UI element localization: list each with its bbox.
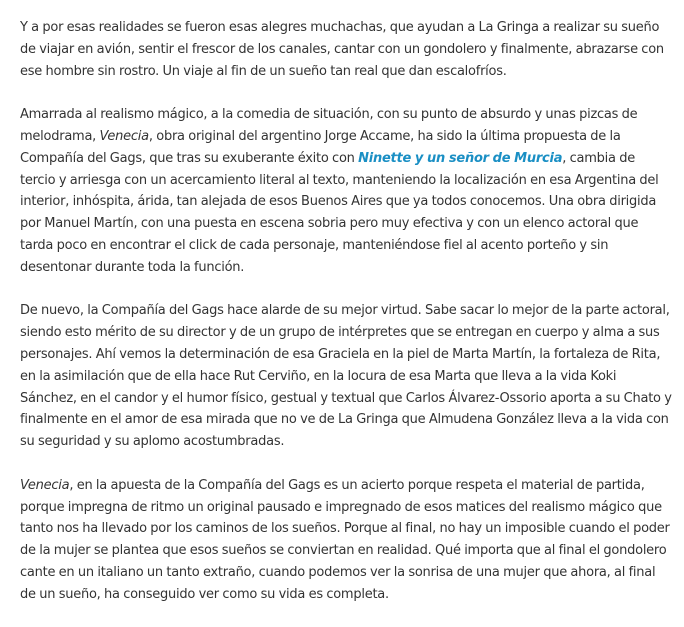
paragraph-3 (20, 300, 672, 453)
paragraph-3-text: De nuevo, la Compañía del Gags hace alarde de su mejor virtud. Sabe sacar lo mejor de la parte actoral, siendo esto mérito de su director y de un grupo de intérpretes que se entregan en cuerpo y alma a sus personajes. Ahí vemos la determinación de esa Graciela en la piel de Marta Martín, la fortaleza de Rita, en la asimilación que de ella hace Rut Cerviño, en la locura de esa Marta que lleva a la vida Koki Sánchez, en el candor y el humor físico, gestual y textual que Carlos Álvarez-Ossorio aporta a su Chato y finalmente en el amor de esa mirada que no ve de La Gringa que Almudena González lleva a la vida con su seguridad y su aplomo acostumbradas. (20, 303, 672, 450)
ninette-article-link[interactable]: Ninette y un señor de Murcia (358, 150, 563, 166)
paragraph-2-text-middle: , obra original del argentino Jorge Accame, ha sido la última propuesta de la Compañía del Gags, que tras su exuberante éxito con (20, 128, 621, 166)
paragraph-4 (20, 475, 672, 606)
paragraph-4-text: , en la apuesta de la Compañía del Gags es un acierto porque respeta el material de partida, porque impregna de ritmo un original pausado e impregnado de esos matices del realismo mágico que tanto nos ha llevado por los caminos de los sueños. Porque al final, no hay un imposible cuando el poder de la mujer se plantea que esos sueños se conviertan en realidad. Qué importa que al final el gondolero cante en un italiano un tanto extraño, cuando podemos ver la sonrisa de una mujer que ahora, al final de un sueño, ha conseguido ver como su vida es completa. (20, 477, 670, 602)
article-body (20, 17, 672, 627)
paragraph-2 (20, 104, 672, 278)
play-title-venecia-2: Venecia (20, 477, 70, 493)
paragraph-2-text-start: Amarrada al realismo mágico, a la comedia de situación, con su punto de absurdo y unas pizcas de melodrama, (20, 107, 638, 144)
paragraph-2-text-end: , cambia de tercio y arriesga con un acercamiento literal al texto, manteniendo la localización en esa Argentina del interior, inhóspita, árida, tan alejada de esos Buenos Aires que ya todos conocemos. Una obra dirigida por Manuel Martín, con una puesta en escena sobria pero muy efectiva y con un elenco actoral que tarda poco en encontrar el click de cada personaje, manteniéndose fiel al acento porteño y sin desentonar durante toda la función. (20, 150, 659, 275)
paragraph-1 (20, 17, 672, 82)
paragraph-1-text: Y a por esas realidades se fueron esas alegres muchachas, que ayudan a La Gringa a realizar su sueño de viajar en avión, sentir el frescor de los canales, cantar con un gondolero y finalmente, abrazarse con ese hombre sin rostro. Un viaje al fin de un sueño tan real que dan escalofríos. (20, 20, 664, 79)
play-title-venecia: Venecia (99, 128, 149, 144)
